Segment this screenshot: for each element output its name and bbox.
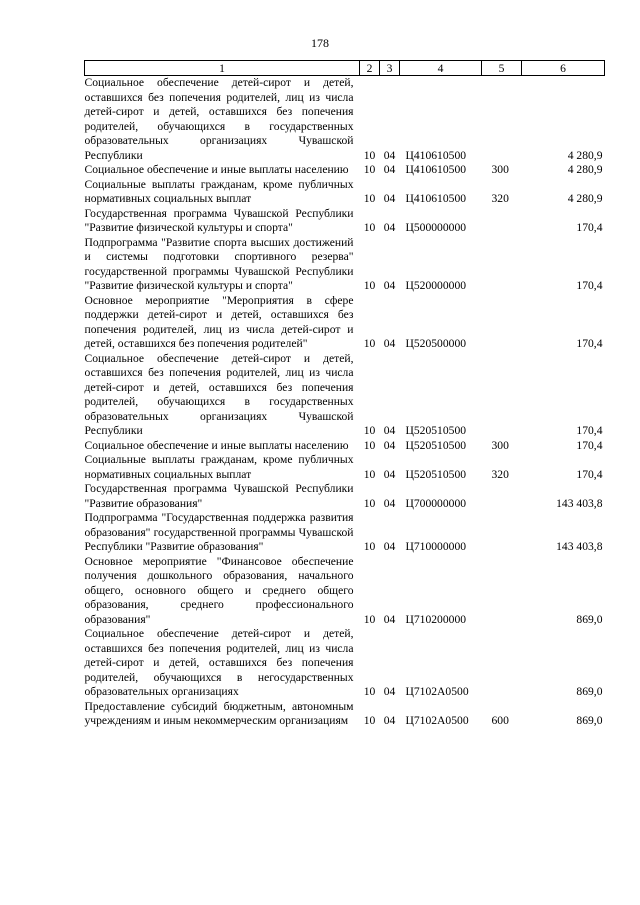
row-name-cell: Социальное обеспечение и иные выплаты населению (84, 163, 349, 176)
row-expense-type-cell (482, 352, 522, 439)
column-header-amount: 6 (522, 61, 605, 76)
table-row (85, 555, 605, 628)
table-row (85, 163, 605, 178)
page-number: 178 (311, 36, 329, 50)
row-section-cell: 10 (363, 337, 376, 350)
row-expense-type-cell: 300 (491, 438, 509, 452)
table-row (85, 236, 605, 294)
budget-table (84, 60, 605, 729)
row-subsection-cell: 04 (383, 148, 396, 162)
table-row (85, 700, 605, 729)
row-subsection-cell: 04 (383, 279, 396, 292)
row-amount-cell: 170,4 (576, 467, 603, 481)
row-amount-cell: 4 280,9 (567, 163, 603, 176)
table-row (85, 439, 605, 454)
row-target-article-cell: Ц520510500 (405, 438, 467, 452)
row-target-article-cell: Ц710000000 (405, 540, 467, 553)
row-subsection-cell: 04 (383, 496, 396, 510)
row-expense-type-cell (482, 207, 522, 236)
row-section-cell: 10 (363, 192, 376, 205)
table-row (85, 482, 605, 511)
row-name-cell: Социальное обеспечение детей-сирот и детей, оставшихся без попечения родителей, лиц из числа детей-сирот и детей, оставшихся без попечения родителей, обучающихся в государственных образовательных организациях Чувашской Республики (84, 76, 354, 162)
row-amount-cell: 170,4 (576, 221, 603, 234)
row-target-article-cell: Ц7102А0500 (405, 714, 469, 727)
row-subsection-cell: 04 (383, 612, 396, 626)
row-expense-type-cell: 320 (491, 192, 509, 205)
row-section-cell: 10 (363, 279, 376, 292)
row-target-article-cell: Ц410610500 (405, 163, 467, 176)
row-target-article-cell: Ц410610500 (405, 192, 467, 205)
row-name-cell: Социальное обеспечение детей-сирот и детей, оставшихся без попечения родителей, лиц из числа детей-сирот и детей, оставшихся без попечения родителей, обучающихся в негосударственных образовательных организациях (84, 627, 354, 698)
row-section-cell: 10 (363, 148, 376, 162)
table-row (85, 294, 605, 352)
row-section-cell: 10 (363, 496, 376, 510)
row-amount-cell: 869,0 (576, 612, 603, 626)
column-header-section: 2 (360, 61, 380, 76)
table-row (85, 511, 605, 555)
row-target-article-cell: Ц7102А0500 (405, 685, 469, 698)
row-expense-type-cell: 320 (491, 467, 509, 481)
row-amount-cell: 170,4 (576, 279, 603, 292)
row-target-article-cell: Ц500000000 (405, 221, 467, 234)
column-header-expense-type: 5 (482, 61, 522, 76)
row-subsection-cell: 04 (383, 337, 396, 350)
row-target-article-cell: Ц520000000 (405, 279, 467, 292)
row-section-cell: 10 (363, 467, 376, 481)
table-row (85, 453, 605, 482)
row-section-cell: 10 (363, 163, 376, 176)
row-name-cell: Основное мероприятие "Мероприятия в сфере поддержки детей-сирот и детей, оставшихся без попечения родителей, лиц из числа детей-сирот и детей, оставшихся без попечения родителей" (84, 293, 354, 350)
row-section-cell: 10 (363, 612, 376, 626)
row-name-cell: Основное мероприятие "Финансовое обеспечение получения дошкольного образования, начального общего, основного общего и среднего общего образования, среднего профессионального образования" (84, 554, 354, 626)
row-name-cell: Подпрограмма "Развитие спорта высших достижений и системы подготовки спортивного резерва" государственной программы Чувашской Республики "Развитие физической культуры и спорта" (84, 235, 354, 292)
row-amount-cell: 143 403,8 (556, 540, 603, 553)
row-subsection-cell: 04 (383, 221, 396, 234)
table-body (85, 76, 605, 729)
row-amount-cell: 170,4 (576, 424, 603, 437)
row-expense-type-cell (482, 236, 522, 294)
row-subsection-cell: 04 (383, 467, 396, 481)
row-amount-cell: 170,4 (576, 438, 603, 452)
row-subsection-cell: 04 (383, 685, 396, 698)
row-target-article-cell: Ц520510500 (405, 424, 467, 437)
row-expense-type-cell (482, 511, 522, 555)
row-subsection-cell: 04 (383, 540, 396, 553)
row-subsection-cell: 04 (383, 163, 396, 176)
table-header (85, 61, 605, 76)
row-name-cell: Социальное обеспечение и иные выплаты населению (84, 438, 349, 452)
row-section-cell: 10 (363, 685, 376, 698)
row-expense-type-cell (482, 555, 522, 628)
row-target-article-cell: Ц520500000 (405, 337, 467, 350)
row-subsection-cell: 04 (383, 192, 396, 205)
row-expense-type-cell: 300 (491, 163, 509, 176)
row-target-article-cell: Ц700000000 (405, 496, 467, 510)
header-row (85, 61, 605, 76)
row-amount-cell: 869,0 (576, 685, 603, 698)
row-amount-cell: 143 403,8 (556, 496, 603, 510)
row-name-cell: Социальные выплаты гражданам, кроме публичных нормативных социальных выплат (84, 177, 354, 205)
row-target-article-cell: Ц710200000 (405, 612, 467, 626)
row-section-cell: 10 (363, 438, 376, 452)
row-target-article-cell: Ц410610500 (405, 148, 467, 162)
row-section-cell: 10 (363, 424, 376, 437)
row-amount-cell: 4 280,9 (567, 148, 603, 162)
row-name-cell: Государственная программа Чувашской Республики "Развитие физической культуры и спорта" (84, 206, 354, 234)
row-expense-type-cell: 600 (491, 714, 509, 727)
row-subsection-cell: 04 (383, 714, 396, 727)
column-header-subsection: 3 (380, 61, 400, 76)
table-row (85, 352, 605, 439)
column-header-name: 1 (85, 61, 360, 76)
row-section-cell: 10 (363, 714, 376, 727)
row-expense-type-cell (482, 482, 522, 511)
table-row (85, 76, 605, 164)
row-expense-type-cell (482, 627, 522, 700)
table-row (85, 627, 605, 700)
row-amount-cell: 4 280,9 (567, 192, 603, 205)
row-subsection-cell: 04 (383, 438, 396, 452)
row-expense-type-cell (482, 76, 522, 164)
row-name-cell: Социальное обеспечение детей-сирот и детей, оставшихся без попечения родителей, лиц из числа детей-сирот и детей, оставшихся без попечения родителей, обучающихся в государственных образовательных организациях Чувашской Республики (84, 351, 354, 437)
row-name-cell: Государственная программа Чувашской Республики "Развитие образования" (84, 482, 354, 510)
row-name-cell: Подпрограмма "Государственная поддержка развития образования" государственной программы Чувашской Республики "Развитие образования" (84, 511, 354, 553)
row-name-cell: Предоставление субсидий бюджетным, автономным учреждениям и иным некоммерческим организациям (84, 699, 354, 727)
row-subsection-cell: 04 (383, 424, 396, 437)
column-header-target-article: 4 (400, 61, 482, 76)
row-amount-cell: 869,0 (576, 714, 603, 727)
row-section-cell: 10 (363, 540, 376, 553)
row-name-cell: Социальные выплаты гражданам, кроме публичных нормативных социальных выплат (84, 453, 354, 481)
row-expense-type-cell (482, 294, 522, 352)
row-section-cell: 10 (363, 221, 376, 234)
row-amount-cell: 170,4 (576, 337, 603, 350)
table-row (85, 178, 605, 207)
row-target-article-cell: Ц520510500 (405, 467, 467, 481)
table-row (85, 207, 605, 236)
